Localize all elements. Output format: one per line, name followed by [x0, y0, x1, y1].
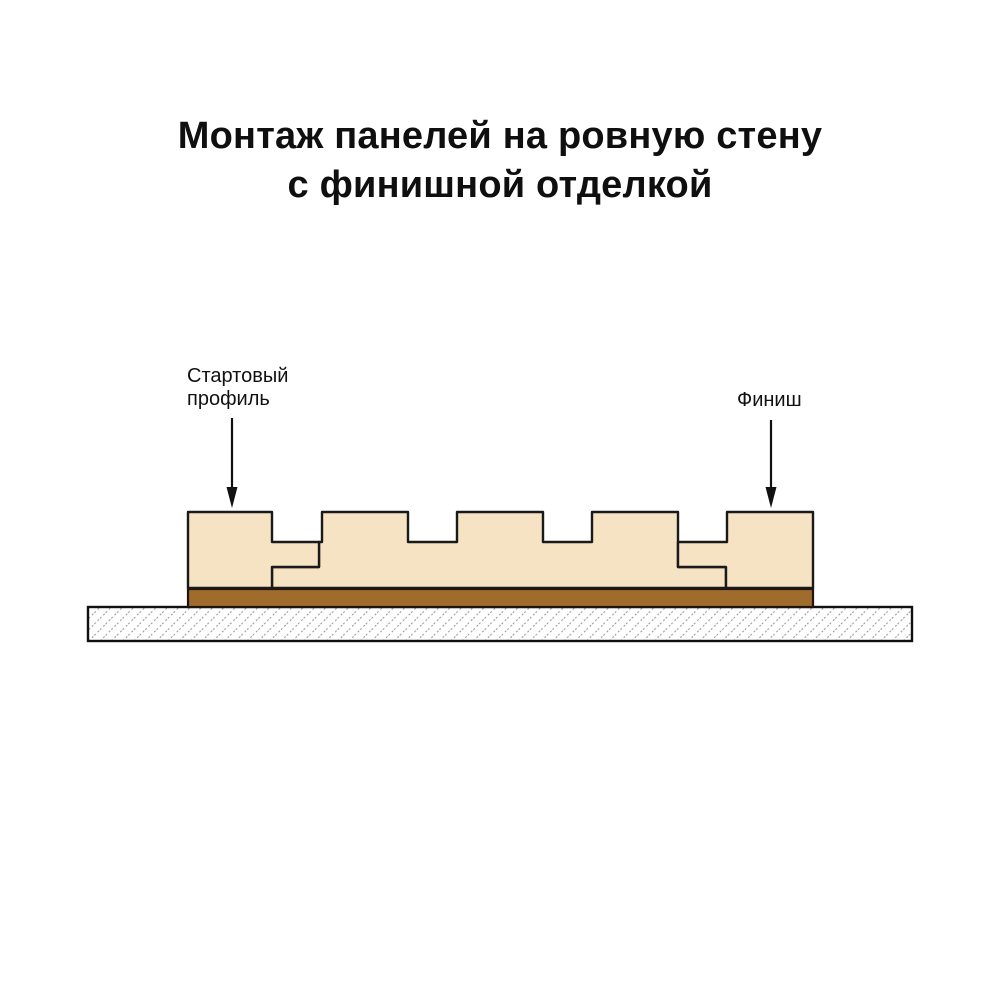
- batten-strip: [188, 589, 813, 607]
- finish-arrow-icon: [766, 420, 777, 508]
- start-profile-arrow-icon: [227, 418, 238, 508]
- panel-body: [272, 512, 726, 588]
- start-profile-label: Стартовый профиль: [187, 365, 289, 410]
- wall-hatch-texture: [88, 607, 912, 641]
- wall-section: [88, 607, 912, 641]
- title-line-1: Монтаж панелей на ровную стену: [177, 115, 823, 157]
- finish-label: Финиш: [737, 389, 802, 411]
- title-line-2: с финишной отделкой: [287, 164, 713, 206]
